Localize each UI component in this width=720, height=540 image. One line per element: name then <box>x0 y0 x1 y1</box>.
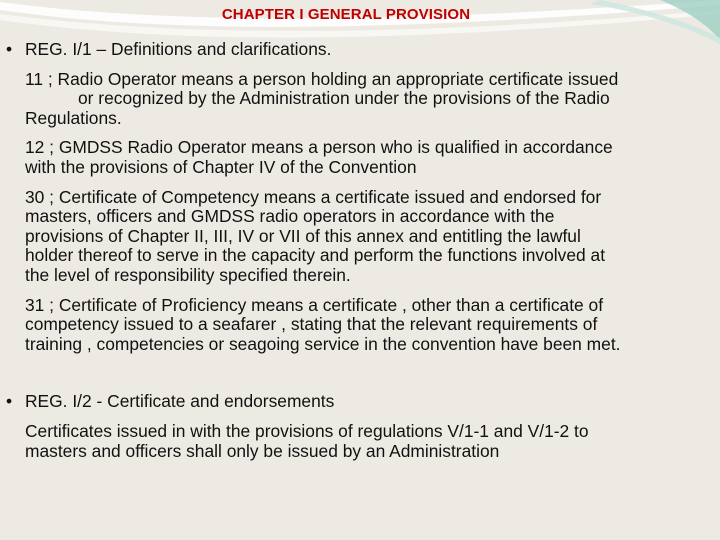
definition-12 <box>25 138 715 177</box>
slide-title: CHAPTER I GENERAL PROVISION <box>221 6 471 23</box>
def30-line: masters, officers and GMDSS radio operators in accordance with the <box>25 206 555 227</box>
def30-line: 30 ; Certificate of Competency means a certificate issued and endorsed for <box>25 186 602 207</box>
def12-line: 12 ; GMDSS Radio Operator means a person who is qualified in accordance <box>25 137 613 158</box>
reg2-heading-text: REG. I/2 - Certificate and endorsements <box>25 391 335 412</box>
def12-line: with the provisions of Chapter IV of the Convention <box>25 156 417 177</box>
reg1-heading-text: REG. I/1 – Definitions and clarifications. <box>25 39 332 59</box>
bullet-dot: • <box>6 39 13 59</box>
def30-line: holder thereof to serve in the capacity and perform the functions involved at <box>25 245 606 266</box>
def11-line: 11 ; Radio Operator means a person holding an appropriate certificate issued <box>25 68 619 89</box>
def30-line: provisions of Chapter II, III, IV or VII of this annex and entitling the lawful <box>25 225 581 246</box>
reg2-line: masters and officers shall only be issued by an Administration <box>25 440 500 461</box>
reg1-heading <box>6 39 715 60</box>
definition-31 <box>25 296 715 355</box>
reg2-heading <box>6 391 715 412</box>
def31-line: training , competencies or seagoing service in the convention have been met. <box>25 333 621 354</box>
def11-line: Regulations. <box>25 107 122 128</box>
definition-11 <box>25 70 715 129</box>
def30-line: the level of responsibility specified therein. <box>25 264 351 285</box>
def31-line: 31 ; Certificate of Proficiency means a certificate , other than a certificate of <box>25 294 604 315</box>
reg2-body <box>25 422 715 461</box>
slide-body <box>6 39 715 461</box>
definition-30 <box>25 188 715 286</box>
bullet-dot: • <box>6 391 13 412</box>
def31-line: competency issued to a seafarer , stating that the relevant requirements of <box>25 314 598 335</box>
def11-line: or recognized by the Administration under the provisions of the Radio <box>78 88 610 109</box>
reg2-line: Certificates issued in with the provisions of regulations V/1-1 and V/1-2 to <box>25 420 589 441</box>
